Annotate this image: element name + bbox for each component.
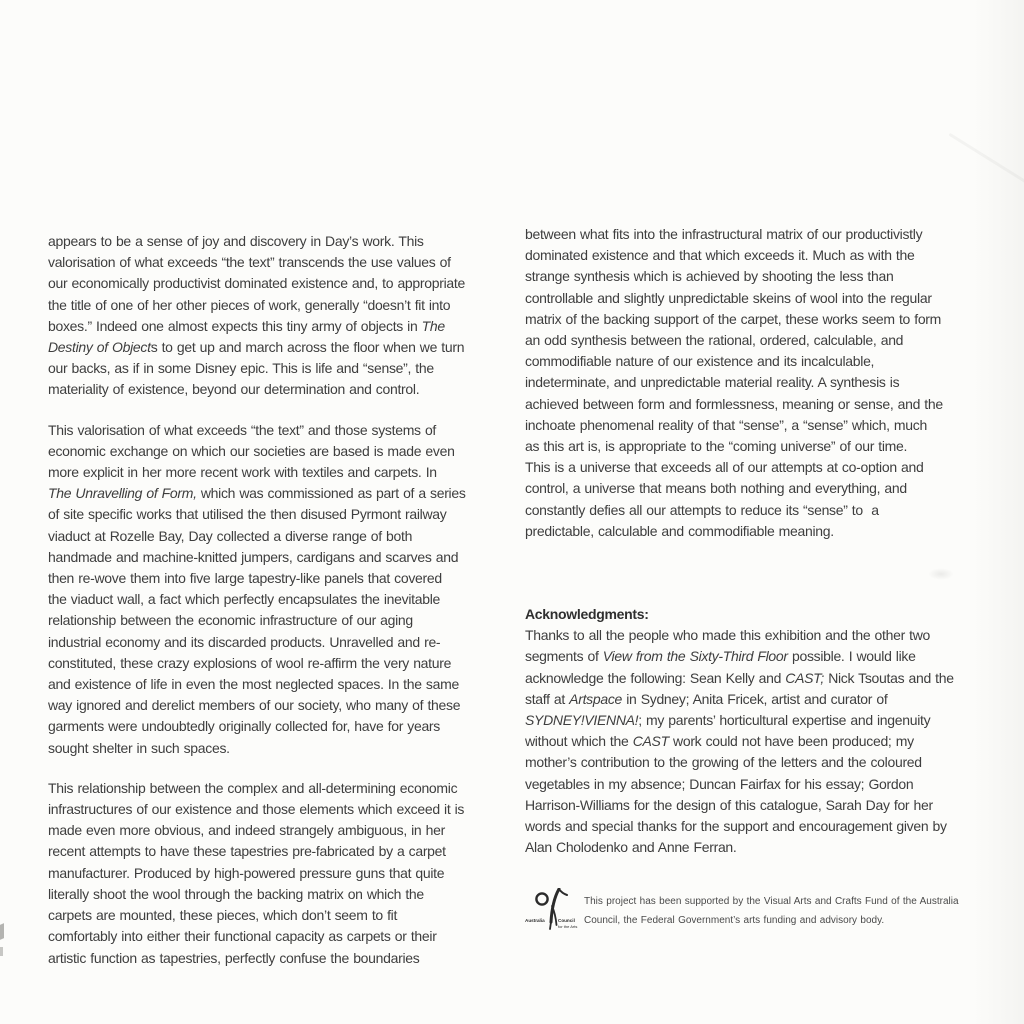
text-line: an odd synthesis between the rational, ordered, calculable, and xyxy=(525,332,904,349)
text-line: carpets are mounted, these pieces, which don’t seem to fit xyxy=(48,907,398,924)
text-line: Council, the Federal Government’s arts funding and advisory body. xyxy=(584,914,885,926)
logo-text-for-the-arts: for the Arts xyxy=(558,924,578,930)
text-line: constituted, these crazy explosions of wool re-affirm the very nature xyxy=(48,654,452,671)
text-line: viaduct at Rozelle Bay, Day collected a diverse range of both xyxy=(48,527,413,544)
text-line: This valorisation of what exceeds “the text” and those systems of xyxy=(48,421,437,438)
text-line: dominated existence and that which exceeds it. Much as with the xyxy=(525,247,915,264)
text-line: staff at Artspace in Sydney; Anita Fricek, artist and curator of xyxy=(525,690,888,707)
scan-smudge-artifact xyxy=(928,568,954,580)
text-line: This relationship between the complex and all-determining economic xyxy=(48,779,458,796)
scan-edge-artifact xyxy=(0,947,3,956)
text-line: mother’s contribution to the growing of the letters and the coloured xyxy=(525,754,922,771)
text-line: the viaduct wall, a fact which perfectly encapsulates the inevitable xyxy=(48,591,441,608)
australia-council-logo xyxy=(525,888,583,936)
text-line: without which the CAST work could not have been produced; my xyxy=(525,733,914,750)
logo-text-australia: Australia xyxy=(525,918,545,924)
text-line: Destiny of Objects to get up and march across the floor when we turn xyxy=(48,339,465,356)
text-line: controllable and slightly unpredictable skeins of wool into the regular xyxy=(525,289,932,306)
text-line: infrastructures of our existence and those elements which exceed it is xyxy=(48,801,465,818)
essay-paragraph xyxy=(48,778,526,969)
essay-paragraph xyxy=(48,420,526,759)
text-line: recent attempts to have these tapestries pre-fabricated by a carpet xyxy=(48,843,446,860)
logo-text-council: Council xyxy=(558,918,575,924)
logo-circle xyxy=(536,894,547,905)
text-line: way ignored and derelict members of our society, who many of these xyxy=(48,697,461,714)
acknowledgments-paragraph xyxy=(525,625,1003,858)
text-line: artistic function as tapestries, perfectly confuse the boundaries xyxy=(48,949,420,966)
text-line: control, a universe that means both nothing and everything, and xyxy=(525,480,907,497)
text-line: made even more obvious, and indeed strangely ambiguous, in her xyxy=(48,822,445,839)
text-line: our economically productivist dominated existence and, to appropriate xyxy=(48,275,465,292)
text-line: economic exchange on which our societies are based is made even xyxy=(48,442,455,459)
text-line: Thanks to all the people who made this exhibition and the other two xyxy=(525,627,931,644)
funding-text xyxy=(584,893,959,930)
text-line: inchoate phenomenal reality of that “sense”, a “sense” which, much xyxy=(525,416,927,433)
essay-paragraph xyxy=(525,224,1003,542)
text-line: appears to be a sense of joy and discovery in Day’s work. This xyxy=(48,233,424,249)
text-line: Harrison-Williams for the design of this catalogue, Sarah Day for her xyxy=(525,796,933,813)
text-line: indeterminate, and unpredictable material reality. A synthesis is xyxy=(525,374,900,391)
logo-figure-arm xyxy=(559,889,567,895)
right-text-column xyxy=(525,224,1003,936)
text-line: between what fits into the infrastructural matrix of our productivistly xyxy=(525,226,923,242)
text-line: segments of View from the Sixty-Third Floor possible. I would like xyxy=(525,648,916,665)
text-line: our backs, as if in some Disney epic. This is life and “sense”, the xyxy=(48,360,434,377)
text-line: Alan Cholodenko and Anne Ferran. xyxy=(525,839,737,856)
text-line: as this art is, is appropriate to the “coming universe” of our time. xyxy=(525,438,908,455)
text-line: and existence of life in even the most neglected spaces. In the same xyxy=(48,676,459,693)
text-line: sought shelter in such spaces. xyxy=(48,739,230,756)
text-line: SYDNEY!VIENNA!; my parents’ horticultural expertise and ingenuity xyxy=(525,712,931,729)
logo-figure-leg2 xyxy=(550,922,551,929)
text-line: This is a universe that exceeds all of our attempts at co-option and xyxy=(525,459,924,476)
scan-edge-artifact xyxy=(0,923,4,940)
text-line: of site specific works that utilised the then disused Pyrmont railway xyxy=(48,506,447,523)
text-line: achieved between form and formlessness, meaning or sense, and the xyxy=(525,395,943,412)
text-line: vegetables in my absence; Duncan Fairfax for his essay; Gordon xyxy=(525,775,914,792)
text-line: then re-wove them into five large tapestry-like panels that covered xyxy=(48,570,442,587)
text-line: boxes.” Indeed one almost expects this tiny army of objects in The xyxy=(48,317,445,334)
acknowledgments-heading: Acknowledgments: xyxy=(525,606,649,623)
funding-note xyxy=(525,888,1003,936)
text-line: literally shoot the wool through the backing matrix on which the xyxy=(48,885,424,902)
text-line: words and special thanks for the support and encouragement given by xyxy=(525,818,947,835)
text-line: acknowledge the following: Sean Kelly and CAST; Nick Tsoutas and the xyxy=(525,669,954,686)
text-line: predictable, calculable and commodifiable meaning. xyxy=(525,522,834,539)
text-line: materiality of existence, beyond our determination and control. xyxy=(48,381,420,398)
text-line: more explicit in her more recent work with textiles and carpets. In xyxy=(48,464,437,481)
text-line: strange synthesis which is achieved by shooting the less than xyxy=(525,268,894,285)
text-line: the title of one of her other pieces of work, generally “doesn’t fit into xyxy=(48,296,451,313)
left-text-column xyxy=(48,231,526,969)
text-line: commodifiable nature of our existence and its incalculable, xyxy=(525,353,875,370)
text-line: comfortably into either their functional capacity as carpets or their xyxy=(48,928,437,945)
text-line: The Unravelling of Form, which was commissioned as part of a series xyxy=(48,485,466,502)
text-line: garments were undoubtedly originally collected for, have for years xyxy=(48,718,440,735)
text-line: constantly defies all our attempts to reduce its “sense” to a xyxy=(525,501,879,518)
text-line: industrial economy and its discarded products. Unravelled and re- xyxy=(48,633,441,650)
text-line: manufacturer. Produced by high-powered pressure guns that quite xyxy=(48,864,445,881)
text-line: relationship between the economic infrastructure of our aging xyxy=(48,612,413,629)
essay-paragraph xyxy=(48,231,526,401)
text-line: This project has been supported by the Visual Arts and Crafts Fund of the Australia xyxy=(584,896,959,908)
text-line: handmade and machine-knitted jumpers, cardigans and scarves and xyxy=(48,548,459,565)
text-line: valorisation of what exceeds “the text” transcends the use values of xyxy=(48,254,451,271)
text-line: matrix of the backing support of the carpet, these works seem to form xyxy=(525,310,942,327)
scan-crease-artifact xyxy=(948,133,1024,186)
